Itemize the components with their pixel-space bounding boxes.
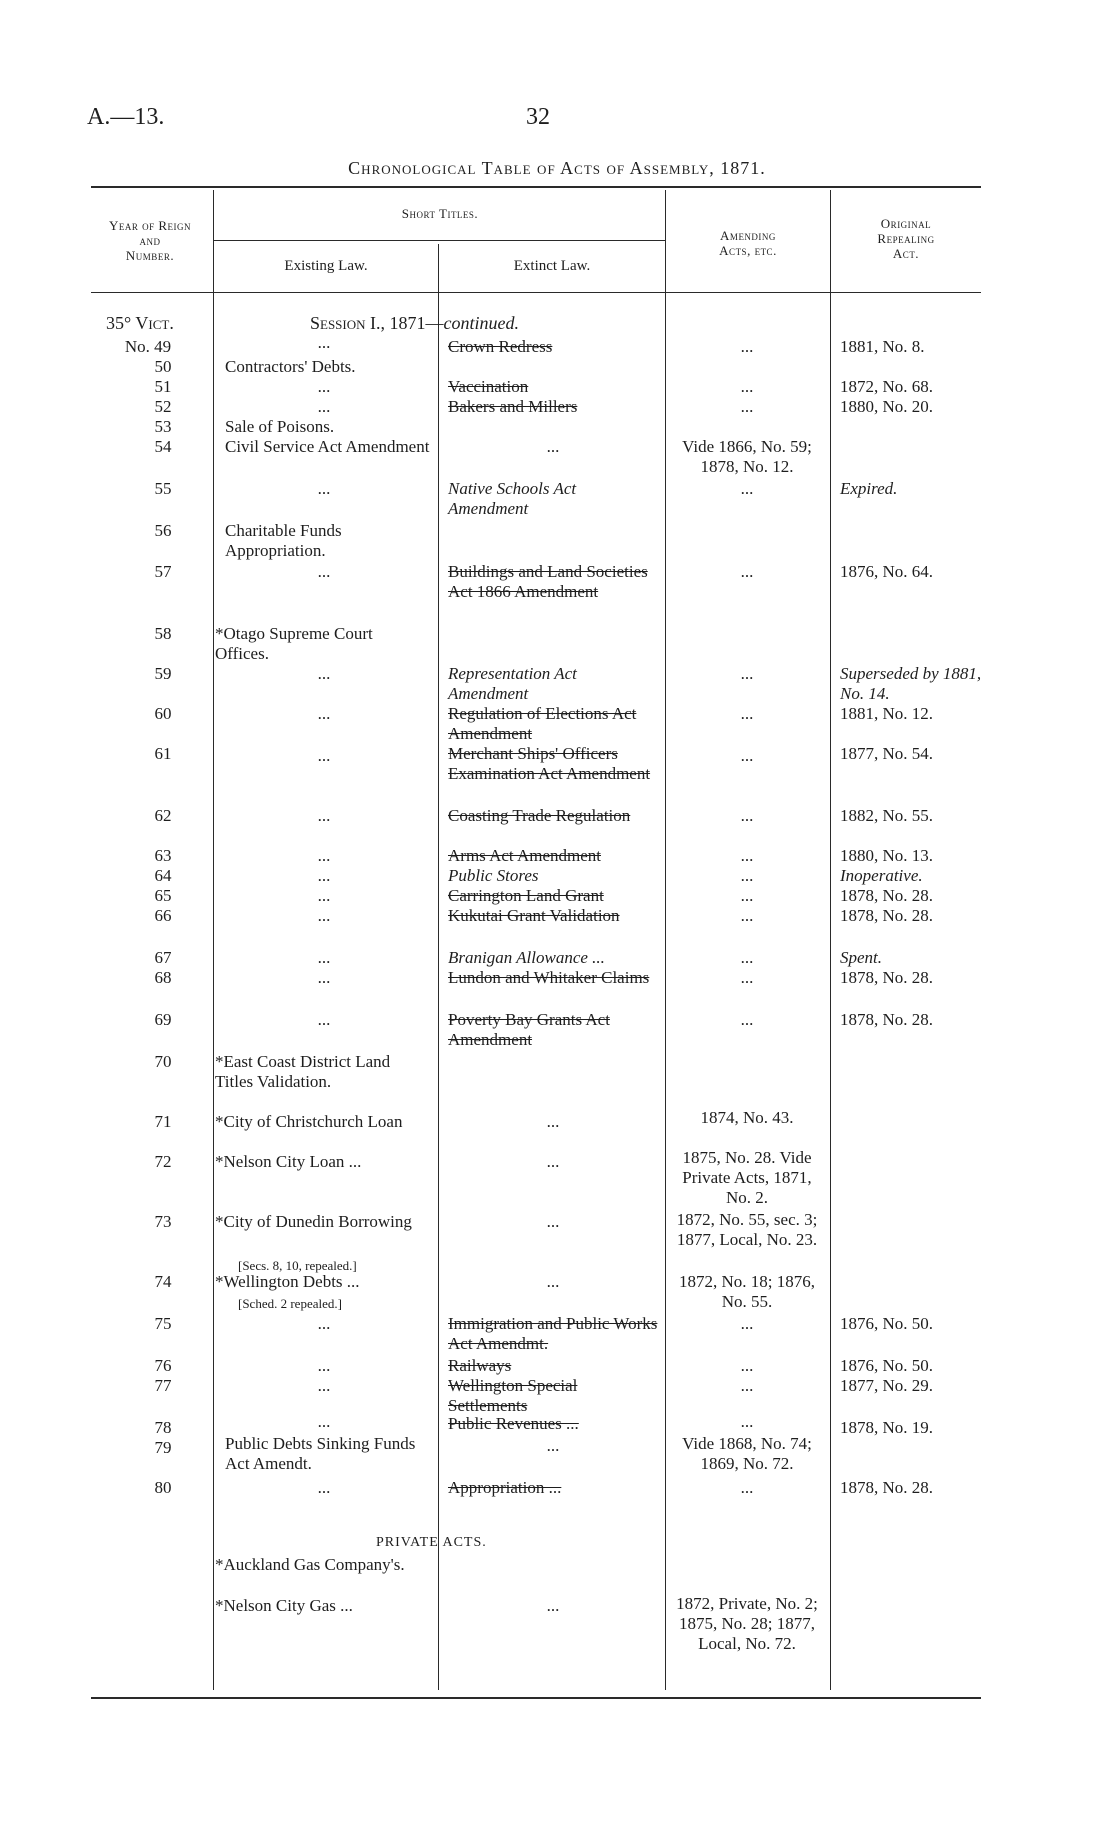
extinct-law: ... bbox=[546, 1596, 560, 1615]
repealing-act: Inoperative. bbox=[840, 866, 923, 885]
act-number: 62 bbox=[154, 806, 172, 825]
existing-law: ... bbox=[317, 479, 331, 498]
extinct-law: Lundon and Whitaker Claims bbox=[448, 968, 650, 987]
header-existing-law: Existing Law. bbox=[284, 258, 368, 274]
act-number: 80 bbox=[154, 1478, 172, 1497]
amending-acts: ... bbox=[740, 337, 754, 356]
repealing-act: 1880, No. 13. bbox=[840, 846, 934, 865]
extinct-law: Representation Act Amendment bbox=[448, 664, 577, 703]
repealing-act: 1878, No. 28. bbox=[840, 906, 934, 925]
existing-law: ... bbox=[317, 377, 331, 396]
amending-acts: ... bbox=[740, 866, 754, 885]
act-number: 56 bbox=[154, 521, 172, 540]
repealing-act: 1878, No. 28. bbox=[840, 1478, 934, 1497]
extinct-law: Branigan Allowance ... bbox=[448, 948, 605, 967]
extinct-law: Regulation of Elections Act Amendment bbox=[448, 704, 637, 743]
repealing-act: 1881, No. 12. bbox=[840, 704, 934, 723]
amending-acts: ... bbox=[740, 1010, 754, 1029]
repealing-act: 1881, No. 8. bbox=[840, 337, 925, 356]
existing-law-note: [Secs. 8, 10, repealed.] bbox=[238, 1258, 357, 1273]
existing-law: ... bbox=[317, 562, 331, 581]
act-number: 51 bbox=[154, 377, 172, 396]
amending-acts: ... bbox=[740, 377, 754, 396]
header-amending: Amending Acts, etc. bbox=[719, 228, 777, 258]
existing-law: Public Debts Sinking Funds Act Amendt. bbox=[225, 1434, 416, 1473]
amending-acts: ... bbox=[740, 1478, 754, 1497]
header-extinct-law: Extinct Law. bbox=[513, 258, 591, 274]
extinct-law: Crown Redress bbox=[448, 337, 553, 356]
act-number: 66 bbox=[154, 906, 172, 925]
act-number: 52 bbox=[154, 397, 172, 416]
repealing-act: 1872, No. 68. bbox=[840, 377, 934, 396]
existing-law: ... bbox=[317, 704, 331, 723]
repealing-act: 1878, No. 28. bbox=[840, 1010, 934, 1029]
amending-acts: ... bbox=[740, 704, 754, 723]
extinct-law: ... bbox=[546, 1112, 560, 1131]
act-number: 68 bbox=[154, 968, 172, 987]
act-number: 65 bbox=[154, 886, 172, 905]
existing-law: ... bbox=[317, 968, 331, 987]
act-number: 74 bbox=[154, 1272, 172, 1291]
existing-law: ... bbox=[317, 906, 331, 925]
extinct-law: Public Revenues ... bbox=[448, 1414, 579, 1433]
extinct-law: Railways bbox=[448, 1356, 512, 1375]
extinct-law: Poverty Bay Grants Act Amendment bbox=[448, 1010, 610, 1049]
repealing-act: 1877, No. 29. bbox=[840, 1376, 934, 1395]
act-number: 79 bbox=[154, 1438, 172, 1457]
act-number: 72 bbox=[154, 1152, 172, 1171]
act-number: 57 bbox=[154, 562, 172, 581]
existing-law: Contractors' Debts. bbox=[225, 357, 356, 376]
act-number: 59 bbox=[154, 664, 172, 683]
short-titles-rule bbox=[214, 240, 666, 241]
repealing-act: 1878, No. 28. bbox=[840, 886, 934, 905]
act-number: 55 bbox=[154, 479, 172, 498]
amending-acts: ... bbox=[740, 746, 754, 765]
extinct-law: Immigration and Public Works Act Amendmt. bbox=[448, 1314, 658, 1353]
act-number: 60 bbox=[154, 704, 172, 723]
existing-law: *City of Dunedin Borrowing bbox=[215, 1212, 412, 1231]
existing-law: ... bbox=[317, 1314, 331, 1333]
regnal-year: 35° Vict. bbox=[106, 313, 174, 333]
table-caption: Chronological Table of Acts of Assembly, 1871. bbox=[348, 158, 766, 178]
existing-law: *East Coast District Land Titles Validation. bbox=[215, 1052, 391, 1091]
extinct-law: ... bbox=[546, 1212, 560, 1231]
extinct-law: Coasting Trade Regulation bbox=[448, 806, 631, 825]
existing-law: ... bbox=[317, 1376, 331, 1395]
extinct-law: Public Stores bbox=[448, 866, 539, 885]
amending-acts: ... bbox=[740, 906, 754, 925]
session-heading: Session I., 1871—continued. bbox=[310, 313, 519, 333]
repealing-act: 1878, No. 19. bbox=[840, 1418, 934, 1437]
repealing-act: 1876, No. 50. bbox=[840, 1356, 934, 1375]
existing-law: ... bbox=[317, 1010, 331, 1029]
header-bottom-rule bbox=[91, 292, 981, 293]
existing-law: Sale of Poisons. bbox=[225, 417, 335, 436]
amending-acts: 1874, No. 43. bbox=[700, 1108, 794, 1127]
existing-law-note: [Sched. 2 repealed.] bbox=[238, 1296, 342, 1311]
column-divider bbox=[438, 244, 439, 1690]
extinct-law: Merchant Ships' Officers Examination Act Amendment bbox=[448, 744, 651, 783]
act-number: 75 bbox=[154, 1314, 172, 1333]
act-number: 73 bbox=[154, 1212, 172, 1231]
amending-acts: Vide 1866, No. 59; 1878, No. 12. bbox=[682, 437, 812, 476]
repealing-act: 1880, No. 20. bbox=[840, 397, 934, 416]
existing-law: Civil Service Act Amendment bbox=[225, 437, 430, 456]
column-divider bbox=[830, 190, 831, 1690]
amending-acts: Vide 1868, No. 74; 1869, No. 72. bbox=[682, 1434, 812, 1473]
amending-acts: ... bbox=[740, 1412, 754, 1431]
amending-acts: ... bbox=[740, 562, 754, 581]
amending-acts: 1875, No. 28. Vide Private Acts, 1871, No. 2. bbox=[682, 1148, 812, 1207]
repealing-act: Superseded by 1881, No. 14. bbox=[840, 664, 982, 703]
amending-acts: ... bbox=[740, 948, 754, 967]
act-number: 63 bbox=[154, 846, 172, 865]
private-acts-heading: PRIVATE ACTS. bbox=[376, 1535, 487, 1550]
header-year: Year of Reign and Number. bbox=[108, 218, 192, 263]
repealing-act: 1877, No. 54. bbox=[840, 744, 934, 763]
existing-law: *Wellington Debts ... bbox=[215, 1272, 360, 1291]
amending-acts: ... bbox=[740, 397, 754, 416]
existing-law: *City of Christchurch Loan bbox=[215, 1112, 403, 1131]
existing-law: ... bbox=[317, 1412, 331, 1431]
extinct-law: Arms Act Amendment bbox=[448, 846, 601, 865]
act-number: 50 bbox=[154, 357, 172, 376]
top-rule bbox=[91, 186, 981, 188]
repealing-act: Expired. bbox=[840, 479, 898, 498]
act-number: 70 bbox=[154, 1052, 172, 1071]
existing-law: ... bbox=[317, 1356, 331, 1375]
repealing-act: Spent. bbox=[840, 948, 883, 967]
header-short-titles: Short Titles. bbox=[401, 206, 479, 221]
existing-law: ... bbox=[317, 397, 331, 416]
extinct-law: ... bbox=[546, 1436, 560, 1455]
extinct-law: Bakers and Millers bbox=[448, 397, 578, 416]
amending-acts: ... bbox=[740, 806, 754, 825]
existing-law: Charitable Funds Appropriation. bbox=[225, 521, 342, 560]
act-number: 76 bbox=[154, 1356, 172, 1375]
act-number: 54 bbox=[154, 437, 172, 456]
repealing-act: 1876, No. 50. bbox=[840, 1314, 934, 1333]
act-number: 67 bbox=[154, 948, 172, 967]
amending-acts: ... bbox=[740, 846, 754, 865]
existing-law: ... bbox=[317, 333, 331, 352]
extinct-law: Native Schools Act Amendment bbox=[448, 479, 577, 518]
existing-law: ... bbox=[317, 1478, 331, 1497]
repealing-act: 1882, No. 55. bbox=[840, 806, 934, 825]
page-number: 32 bbox=[526, 104, 550, 130]
existing-law: ... bbox=[317, 664, 331, 683]
act-number: 77 bbox=[154, 1376, 172, 1395]
amending-acts: 1872, No. 18; 1876, No. 55. bbox=[679, 1272, 815, 1311]
act-number: 71 bbox=[154, 1112, 172, 1131]
act-number: 61 bbox=[154, 744, 172, 763]
existing-law: *Nelson City Gas ... bbox=[215, 1596, 353, 1615]
series-number: A.—13. bbox=[87, 104, 165, 130]
column-divider bbox=[213, 190, 214, 1690]
extinct-law: ... bbox=[546, 1152, 560, 1171]
act-number: No. 49 bbox=[124, 337, 172, 356]
existing-law: ... bbox=[317, 846, 331, 865]
repealing-act: 1878, No. 28. bbox=[840, 968, 934, 987]
amending-acts: ... bbox=[740, 479, 754, 498]
act-number: 69 bbox=[154, 1010, 172, 1029]
existing-law: ... bbox=[317, 886, 331, 905]
act-number: 53 bbox=[154, 417, 172, 436]
extinct-law: Wellington Special Settlements bbox=[448, 1376, 578, 1415]
bottom-rule bbox=[91, 1697, 981, 1699]
extinct-law: Vaccination bbox=[448, 377, 529, 396]
amending-acts: ... bbox=[740, 664, 754, 683]
act-number: 58 bbox=[154, 624, 172, 643]
existing-law: ... bbox=[317, 866, 331, 885]
act-number: 64 bbox=[154, 866, 172, 885]
extinct-law: ... bbox=[546, 437, 560, 456]
amending-acts: ... bbox=[740, 1314, 754, 1333]
header-repealing: Original Repealing Act. bbox=[877, 216, 935, 261]
extinct-law: Buildings and Land Societies Act 1866 Amendment bbox=[448, 562, 648, 601]
act-number: 78 bbox=[154, 1418, 172, 1437]
existing-law: *Auckland Gas Company's. bbox=[215, 1555, 405, 1574]
amending-acts: ... bbox=[740, 1356, 754, 1375]
existing-law: ... bbox=[317, 806, 331, 825]
amending-acts: ... bbox=[740, 1376, 754, 1395]
existing-law: ... bbox=[317, 948, 331, 967]
extinct-law: Kukutai Grant Validation bbox=[448, 906, 620, 925]
amending-acts: ... bbox=[740, 968, 754, 987]
existing-law: ... bbox=[317, 746, 331, 765]
existing-law: *Otago Supreme Court Offices. bbox=[215, 624, 373, 663]
extinct-law: Appropriation ... bbox=[448, 1478, 562, 1497]
amending-acts: 1872, Private, No. 2; 1875, No. 28; 1877, Local, No. 72. bbox=[676, 1594, 818, 1653]
existing-law: *Nelson City Loan ... bbox=[215, 1152, 362, 1171]
extinct-law: Carrington Land Grant bbox=[448, 886, 604, 905]
amending-acts: 1872, No. 55, sec. 3; 1877, Local, No. 23. bbox=[676, 1210, 818, 1249]
repealing-act: 1876, No. 64. bbox=[840, 562, 934, 581]
amending-acts: ... bbox=[740, 886, 754, 905]
extinct-law: ... bbox=[546, 1272, 560, 1291]
column-divider bbox=[665, 190, 666, 1690]
